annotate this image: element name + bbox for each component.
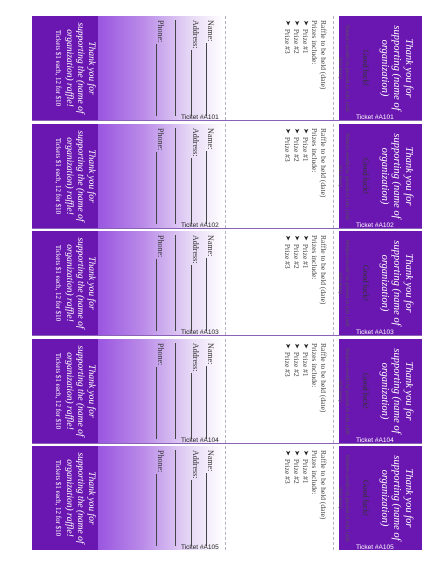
left-stub-text <box>36 235 96 331</box>
arrow-bullet-icon: ➤ <box>302 127 310 134</box>
phone-line[interactable] <box>156 475 165 547</box>
name-line[interactable] <box>206 151 215 224</box>
prize-info <box>218 128 328 224</box>
prize-item <box>292 20 301 116</box>
prize-label: Prize #1 <box>301 351 310 377</box>
prize-label: Prize #2 <box>292 351 301 377</box>
winners-note: Winners needn't be present to win. (add info here) <box>337 132 350 220</box>
name-line[interactable] <box>206 366 215 439</box>
prizes-heading: Prizes include: <box>310 450 319 495</box>
right-stub-thanks: Thank you for supporting (name of organization) <box>379 133 414 219</box>
prize-item <box>292 343 301 439</box>
address-field[interactable] <box>191 343 205 439</box>
entry-form <box>100 20 220 116</box>
address-line-2[interactable] <box>175 450 190 546</box>
name-label: Name: <box>206 450 215 472</box>
right-stub-thanks: Thank you for supporting (name of organization) <box>379 348 414 434</box>
phone-line[interactable] <box>156 152 165 224</box>
prize-item <box>301 20 310 116</box>
prizes-heading: Prizes include: <box>310 20 319 65</box>
arrow-bullet-icon: ➤ <box>302 450 310 457</box>
arrow-bullet-icon: ➤ <box>284 450 292 457</box>
arrow-bullet-icon: ➤ <box>302 20 310 26</box>
prize-label: Prize #1 <box>301 244 310 269</box>
prize-info <box>218 235 328 331</box>
ticket-number: Ticket #A102 <box>181 221 219 229</box>
phone-field[interactable] <box>156 450 170 546</box>
prize-item <box>292 450 301 546</box>
prize-item <box>283 450 292 546</box>
arrow-bullet-icon: ➤ <box>302 235 310 242</box>
left-stub-price: Tickets $1 each, 12 for $10 <box>54 137 62 214</box>
prizes-heading: Prizes include: <box>310 127 319 172</box>
address-line-2[interactable] <box>175 128 190 224</box>
good-luck-text: Good luck! <box>361 372 370 409</box>
left-stub-price: Tickets $1 each, 12 for $10 <box>54 352 62 429</box>
prize-label: Prize #2 <box>292 136 301 162</box>
right-stub-thanks: Thank you for supporting (name of organization) <box>379 240 414 326</box>
raffle-date: Raffle to be held (date) <box>319 127 328 198</box>
right-stub-ticket-number: Ticket #A105 <box>356 544 394 552</box>
ticket-number: Ticket #A101 <box>181 114 219 121</box>
prize-label: Prize #2 <box>292 244 301 269</box>
prize-item <box>301 450 310 546</box>
name-label: Name: <box>206 127 215 149</box>
address-field[interactable] <box>191 20 205 116</box>
prize-item <box>283 128 292 224</box>
arrow-bullet-icon: ➤ <box>293 450 301 457</box>
raffle-ticket <box>32 124 422 229</box>
raffle-ticket <box>32 16 422 121</box>
phone-label: Phone: <box>156 342 165 366</box>
address-field[interactable] <box>191 235 205 331</box>
prize-item <box>301 343 310 439</box>
right-stub-ticket-number: Ticket #A104 <box>356 436 394 444</box>
prize-info <box>218 20 328 116</box>
address-label: Address: <box>191 20 200 49</box>
prize-info <box>218 343 328 439</box>
winners-note: Winners needn't be present to win. (add info here) <box>337 347 350 435</box>
good-luck-text: Good luck! <box>361 157 370 194</box>
good-luck-text: Good luck! <box>361 480 370 517</box>
prize-info <box>218 450 328 546</box>
address-line[interactable] <box>191 481 200 547</box>
right-stub-thanks: Thank you for supporting (name of organization) <box>379 455 414 541</box>
raffle-date: Raffle to be held (date) <box>319 20 328 90</box>
phone-field[interactable] <box>156 128 170 224</box>
prize-label: Prize #2 <box>292 28 301 54</box>
arrow-bullet-icon: ➤ <box>284 20 292 26</box>
arrow-bullet-icon: ➤ <box>284 127 292 134</box>
phone-field[interactable] <box>156 343 170 439</box>
ticket-number: Ticket #A103 <box>181 329 219 337</box>
address-label: Address: <box>191 450 200 479</box>
name-label: Name: <box>206 342 215 365</box>
prize-label: Prize #3 <box>283 244 292 269</box>
prizes-heading: Prizes include: <box>310 235 319 280</box>
ticket-number: Ticket #A104 <box>181 436 219 444</box>
arrow-bullet-icon: ➤ <box>293 127 301 134</box>
arrow-bullet-icon: ➤ <box>293 20 301 26</box>
entry-form <box>100 450 220 546</box>
prize-label: Prize #3 <box>283 136 292 162</box>
arrow-bullet-icon: ➤ <box>302 342 310 349</box>
left-stub-price: Tickets $1 each, 12 for $10 <box>54 29 62 107</box>
good-luck-text: Good luck! <box>361 49 370 87</box>
winners-note: Winners needn't be present to win. (add info here) <box>337 24 350 112</box>
address-label: Address: <box>191 127 200 157</box>
name-label: Name: <box>206 235 215 257</box>
right-stub-ticket-number: Ticket #A101 <box>356 114 394 121</box>
name-line[interactable] <box>206 43 215 116</box>
left-stub-text <box>36 450 96 546</box>
left-stub-thanks: Thank you for supporting the (name of organization) raffle! <box>64 237 96 329</box>
left-stub-text <box>36 128 96 224</box>
raffle-ticket-sheet <box>32 16 422 554</box>
name-line[interactable] <box>206 474 215 547</box>
phone-label: Phone: <box>156 127 165 150</box>
entry-form <box>100 343 220 439</box>
prize-item <box>292 128 301 224</box>
phone-line[interactable] <box>156 44 165 116</box>
name-label: Name: <box>206 20 215 42</box>
prize-label: Prize #2 <box>292 459 301 485</box>
arrow-bullet-icon: ➤ <box>284 342 292 349</box>
phone-label: Phone: <box>156 20 165 43</box>
prize-item <box>301 128 310 224</box>
raffle-date: Raffle to be held (date) <box>319 342 328 413</box>
left-stub-thanks: Thank you for supporting the (name of organization) raffle! <box>64 130 96 222</box>
arrow-bullet-icon: ➤ <box>293 235 301 242</box>
left-stub-price: Tickets $1 each, 12 for $10 <box>54 245 62 322</box>
right-stub-thanks: Thank you for supporting (name of organization) <box>379 25 414 111</box>
raffle-date: Raffle to be held (date) <box>319 450 328 520</box>
arrow-bullet-icon: ➤ <box>293 342 301 349</box>
winners-note: Winners needn't be present to win. (add info here) <box>337 454 350 542</box>
left-stub-thanks: Thank you for supporting the (name of organization) raffle! <box>64 22 96 114</box>
raffle-ticket <box>32 339 422 444</box>
name-line[interactable] <box>206 259 215 332</box>
prizes-heading: Prizes include: <box>310 342 319 388</box>
prize-item <box>292 235 301 331</box>
phone-field[interactable] <box>156 235 170 331</box>
address-line[interactable] <box>191 266 200 332</box>
address-field[interactable] <box>191 128 205 224</box>
phone-line[interactable] <box>156 367 165 439</box>
prize-item <box>283 235 292 331</box>
right-stub-ticket-number: Ticket #A102 <box>356 221 394 229</box>
entry-form <box>100 235 220 331</box>
arrow-bullet-icon: ➤ <box>284 235 292 242</box>
raffle-ticket <box>32 446 422 550</box>
prize-label: Prize #1 <box>301 136 310 162</box>
address-line[interactable] <box>191 50 200 116</box>
left-stub-text <box>36 20 96 116</box>
ticket-number: Ticket #A105 <box>181 544 219 552</box>
raffle-ticket <box>32 231 422 336</box>
address-line-2[interactable] <box>175 343 190 439</box>
address-field[interactable] <box>191 450 205 546</box>
prize-label: Prize #3 <box>283 28 292 54</box>
left-stub-thanks: Thank you for supporting the (name of organization) raffle! <box>64 452 96 544</box>
phone-label: Phone: <box>156 450 165 473</box>
prize-item <box>301 235 310 331</box>
prize-item <box>283 343 292 439</box>
prize-label: Prize #3 <box>283 351 292 377</box>
address-label: Address: <box>191 235 200 264</box>
address-line[interactable] <box>191 158 200 224</box>
left-stub-price: Tickets $1 each, 12 for $10 <box>54 460 62 537</box>
address-label: Address: <box>191 342 200 372</box>
prize-item <box>283 20 292 116</box>
raffle-date: Raffle to be held (date) <box>319 235 328 305</box>
phone-line[interactable] <box>156 259 165 331</box>
winners-note: Winners needn't be present to win. (add info here) <box>337 239 350 327</box>
left-stub-text <box>36 343 96 439</box>
prize-label: Prize #1 <box>301 459 310 485</box>
good-luck-text: Good luck! <box>361 265 370 302</box>
address-line-2[interactable] <box>175 235 190 331</box>
prize-label: Prize #1 <box>301 28 310 54</box>
phone-label: Phone: <box>156 235 165 258</box>
prize-label: Prize #3 <box>283 459 292 485</box>
entry-form <box>100 128 220 224</box>
address-line[interactable] <box>191 373 200 439</box>
right-stub-ticket-number: Ticket #A103 <box>356 329 394 337</box>
address-line-2[interactable] <box>175 20 190 116</box>
left-stub-thanks: Thank you for supporting the (name of organization) raffle! <box>64 345 96 437</box>
phone-field[interactable] <box>156 20 170 116</box>
